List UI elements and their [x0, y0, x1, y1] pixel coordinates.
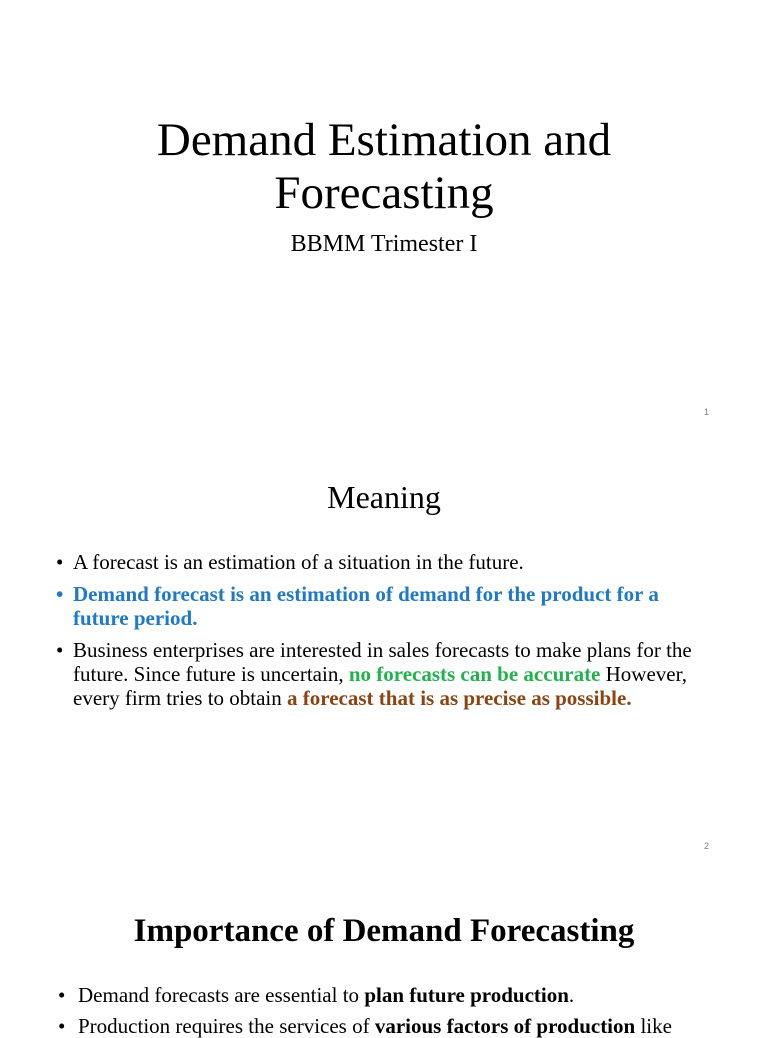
slide1-page-number: 1: [703, 407, 709, 417]
slide1-subtitle: BBMM Trimester I: [290, 231, 478, 257]
slide2-bullet-3-text: [73, 638, 692, 710]
slide2-bullet-2: [56, 582, 706, 630]
slide2-bullet-3-part2: However, every firm tries to obtain: [73, 662, 688, 710]
slide3-bullet-2-part2: like: [635, 1014, 672, 1038]
slide3-bullet-2: [58, 1014, 718, 1038]
bullet-icon: •: [58, 1014, 66, 1038]
slide3-bullet-1-part2: .: [568, 983, 575, 1007]
slide2-bullet-2-text: Demand forecast is an estimation of demand for the product for a future period.: [73, 582, 659, 630]
slide2-bullet-3-green: no forecasts can be accurate: [348, 662, 601, 686]
bullet-icon: •: [58, 983, 66, 1007]
slide2-bullet-1: [56, 550, 706, 574]
slide2-title: Meaning: [327, 479, 441, 515]
slide2-bullet-1-text: A forecast is an estimation of a situation in the future.: [73, 550, 524, 574]
bullet-icon: •: [56, 550, 64, 574]
slide2-bullet-3-brown: a forecast that is as precise as possible.: [287, 686, 632, 710]
slide3-title: Importance of Demand Forecasting: [133, 913, 635, 949]
slide3-bullet-1-bold: plan future production: [364, 983, 569, 1007]
slide3-bullet-2-part1: Production requires the services of: [78, 1014, 375, 1038]
slide3-bullet-1-part1: Demand forecasts are essential to: [78, 983, 365, 1007]
slide2-bullet-3: [56, 638, 706, 710]
bullet-icon: •: [56, 638, 64, 662]
slide3-bullet-2-bold: various factors of production: [374, 1014, 636, 1038]
slide3-bullet-1: [58, 983, 718, 1007]
slide2-bullet-3-part1: Business enterprises are interested in sales forecasts to make plans for the future. Since future is uncertain,: [73, 638, 692, 686]
slide1-title-line1: Demand Estimation and: [156, 114, 612, 166]
bullet-icon: •: [56, 582, 64, 606]
slide1-title-line2: Forecasting: [274, 167, 494, 219]
slide1-title: [0, 114, 768, 220]
slide2-bullet-list: [56, 550, 706, 710]
slide2-page-number: 2: [703, 841, 709, 851]
slide3-bullet-list: [58, 983, 718, 1038]
